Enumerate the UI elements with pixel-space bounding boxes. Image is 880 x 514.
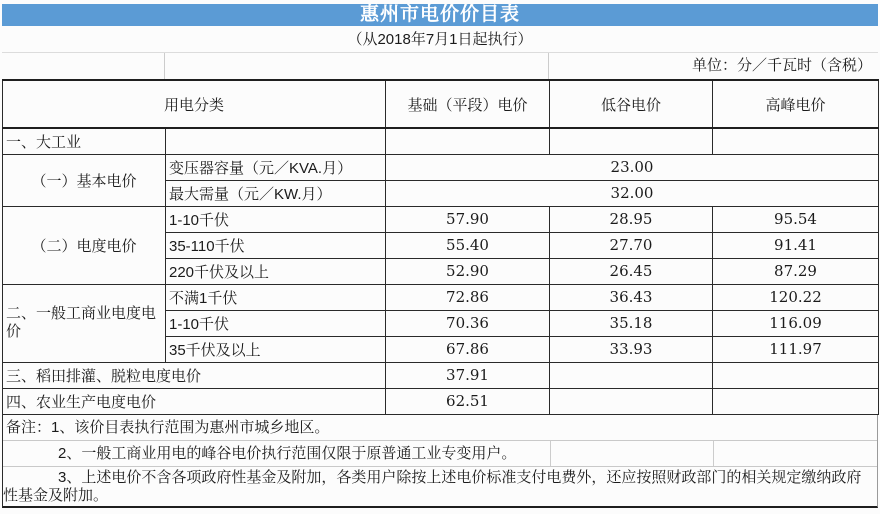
price-cell: 95.54 bbox=[713, 206, 879, 232]
table-row-agriculture bbox=[3, 388, 879, 414]
price-cell: 70.36 bbox=[386, 310, 550, 336]
note-line: 备注：1、该价目表执行范围为惠州市城乡地区。 bbox=[3, 415, 877, 441]
price-cell: 35.18 bbox=[550, 310, 713, 336]
category-label: 四、农业生产电度电价 bbox=[3, 388, 386, 414]
empty-cell bbox=[713, 362, 879, 388]
category-label: 二、一般工商业电度电价 bbox=[3, 284, 166, 362]
notes-section bbox=[2, 415, 878, 508]
note-line: 3、上述电价不含各项政府性基金及附加，各类用户除按上述电价标准支付电费外，还应按照财政部门的相关规定缴纳政府性基金及附加。 bbox=[3, 468, 862, 504]
price-cell: 62.51 bbox=[386, 388, 550, 414]
price-cell: 91.41 bbox=[713, 232, 879, 258]
note-line bbox=[3, 441, 877, 467]
category-label: （二）电度电价 bbox=[3, 206, 166, 284]
effective-date-subtitle: （从2018年7月1日起执行） bbox=[2, 26, 878, 53]
header-base-price: 基础（平段）电价 bbox=[386, 80, 550, 128]
price-cell: 67.86 bbox=[386, 336, 550, 362]
sub-item-label: 变压器容量（元／KVA.月） bbox=[166, 154, 386, 180]
price-cell: 33.93 bbox=[550, 336, 713, 362]
category-label: 三、稻田排灌、脱粒电度电价 bbox=[3, 362, 386, 388]
table-row-commercial-under1kv bbox=[3, 284, 879, 310]
price-cell: 26.45 bbox=[550, 258, 713, 284]
header-valley-price: 低谷电价 bbox=[550, 80, 713, 128]
price-cell: 120.22 bbox=[713, 284, 879, 310]
price-cell: 111.97 bbox=[713, 336, 879, 362]
unit-row bbox=[2, 53, 878, 79]
price-cell: 116.09 bbox=[713, 310, 879, 336]
sub-item-label: 1-10千伏 bbox=[166, 206, 386, 232]
price-cell: 55.40 bbox=[386, 232, 550, 258]
table-row-irrigation bbox=[3, 362, 879, 388]
empty-cell bbox=[550, 388, 713, 414]
sub-item-label: 不满1千伏 bbox=[166, 284, 386, 310]
electricity-price-table bbox=[2, 79, 879, 415]
empty-cell bbox=[713, 128, 879, 154]
price-cell: 23.00 bbox=[386, 154, 879, 180]
empty-cell bbox=[550, 128, 713, 154]
sub-item-label: 35-110千伏 bbox=[166, 232, 386, 258]
price-cell: 72.86 bbox=[386, 284, 550, 310]
category-label: （一）基本电价 bbox=[3, 154, 166, 206]
header-peak-price: 高峰电价 bbox=[713, 80, 879, 128]
unit-note: 单位：分／千瓦时（含税） bbox=[691, 57, 872, 74]
price-cell: 36.43 bbox=[550, 284, 713, 310]
unit-row-empty-cell bbox=[2, 53, 165, 79]
sub-item-label: 最大需量（元／KW.月） bbox=[166, 180, 386, 206]
price-cell: 87.29 bbox=[713, 258, 879, 284]
sub-item-label: 1-10千伏 bbox=[166, 310, 386, 336]
price-cell: 52.90 bbox=[386, 258, 550, 284]
unit-row-empty-cell bbox=[165, 53, 549, 79]
category-label: 一、大工业 bbox=[3, 128, 166, 154]
price-cell: 57.90 bbox=[386, 206, 550, 232]
empty-cell bbox=[713, 388, 879, 414]
price-cell: 32.00 bbox=[386, 180, 879, 206]
table-row-energy-1-10kv bbox=[3, 206, 879, 232]
table-row-large-industry bbox=[3, 128, 879, 154]
empty-cell bbox=[166, 128, 386, 154]
grid-line bbox=[550, 441, 551, 466]
note-text: 2、一般工商业用电的峰谷电价执行范围仅限于原普通工业专变用户。 bbox=[58, 444, 517, 462]
table-header-row bbox=[3, 80, 879, 128]
empty-cell bbox=[386, 128, 550, 154]
price-cell: 27.70 bbox=[550, 232, 713, 258]
grid-line bbox=[713, 441, 714, 466]
sub-item-label: 35千伏及以上 bbox=[166, 336, 386, 362]
empty-cell bbox=[550, 362, 713, 388]
price-cell: 28.95 bbox=[550, 206, 713, 232]
sub-item-label: 220千伏及以上 bbox=[166, 258, 386, 284]
table-row-transformer-capacity bbox=[3, 154, 879, 180]
page-title: 惠州市电价价目表 bbox=[2, 4, 878, 26]
price-cell: 37.91 bbox=[386, 362, 550, 388]
header-category: 用电分类 bbox=[3, 80, 386, 128]
